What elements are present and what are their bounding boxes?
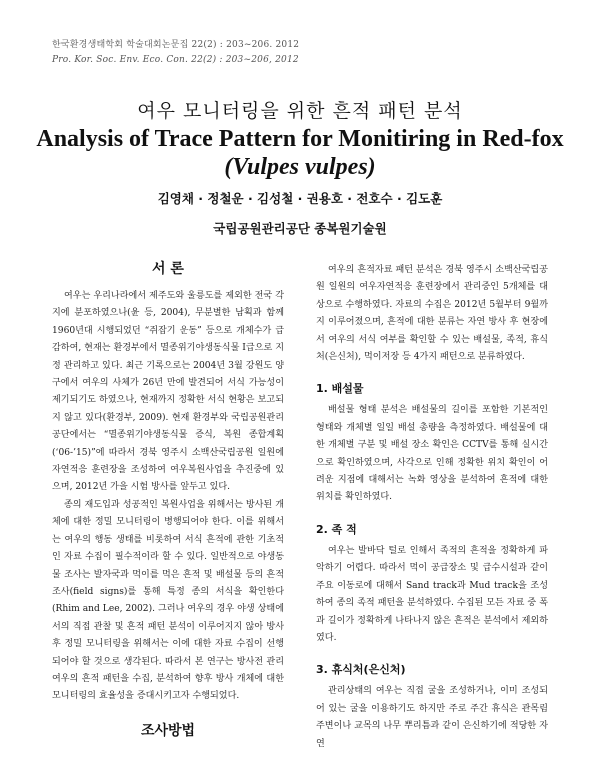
title-english-line1: Analysis of Trace Pattern for Monitiring in Red-fox bbox=[36, 126, 564, 152]
affiliation: 국립공원관리공단 종복원기술원 bbox=[213, 221, 387, 236]
journal-citation-english: Pro. Kor. Soc. Env. Eco. Con. 22(2) : 203~206, 2012 bbox=[52, 55, 299, 65]
journal-citation-korean: 한국환경생태학회 학술대회논문집 22(2) : 203~206. 2012 bbox=[52, 40, 300, 50]
title-scientific-name: (Vulpes vulpes) bbox=[224, 154, 376, 180]
intro-paragraph-1: 여우는 우리나라에서 제주도와 울릉도를 제외한 전국 각지에 분포하였으나(윤 등, 2004), 무분별한 남획과 함께 1960년대 시행되었던 “쥐잡기 운동” 등으로 개체수가 급감하여, 현재는 환경부에서 멸종위기야생동식물 Ⅰ급으로 지정 관리하고 있다. 최근 기록으로는 2004년 3월 강원도 양구에서 여우의 사체가 26년 만에 발견되어 서식 가능성이 제기되기도 하였으나, 현재까지 정확한 서식 현황은 보고되지 않고 있다(환경부, 2009). 현재 환경부와 국립공원관리공단에서는 “멸종위기야생동식물 증식, 복원 종합계획(‘06-’15)”에 따라서 경북 영주시 소백산국립공원 일원에 자연적응 훈련장을 조성하여 여우복원사업을 추진중에 있으며, 2012년 가을 시험 방사를 앞두고 있다. bbox=[52, 291, 284, 493]
subsection-heading-resting-place: 3. 휴식처(은신처) bbox=[316, 663, 406, 677]
footprint-paragraph: 여우는 발바닥 털로 인해서 족적의 흔적을 정확하게 파악하기 어렵다. 따라서 먹이 공급장소 및 급수시설과 같이 주요 이동로에 대해서 Sand track과 Mud track을 조성하여 종의 족적 패턴을 분석하였다. 수집된 모든 자료 중 폭과 길이가 정확하게 나타나지 않은 흔적은 분석에서 제외하였다. bbox=[316, 545, 548, 643]
title-korean: 여우 모니터링을 위한 흔적 패턴 분석 bbox=[137, 100, 463, 122]
section-heading-introduction: 서 론 bbox=[152, 261, 184, 277]
subsection-heading-feces: 1. 배설물 bbox=[316, 382, 364, 396]
resting-place-paragraph: 관리상태의 여우는 직접 굴을 조성하거나, 이미 조성되어 있는 굴을 이용하기도 하지만 주로 주간 휴식은 관목림 주변이나 교목의 나무 뿌리틈과 같이 은신하기에 적당한 자연 bbox=[316, 686, 548, 749]
intro-paragraph-2: 종의 재도입과 성공적인 복원사업을 위해서는 방사된 개체에 대한 정밀 모니터링이 병행되어야 한다. 이를 위해서는 여우의 행동 생태를 비롯하여 서식 흔적에 관한 기초적인 자료 수집이 필수적이라 할 수 있다. 일반적으로 야생동물 조사는 발자국과 먹이를 먹은 흔적 및 배설물 등의 흔적조사(field signs)를 통해 특정 종의 서식을 확인한다(Rhim and Lee, 2002). 그러나 여우의 경우 야생 상태에서의 직접 관찰 및 흔적 패턴 분석이 이루어지지 않아 방사 후 정밀 모니터링을 위해서는 이에 대한 자료 수집이 선행되어야 할 것으로 생각된다. 따라서 본 연구는 방사전 관리 여우의 흔적 패턴을 수집, 분석하여 향후 방사 개체에 대한 모니터링의 효율성을 증대시키고자 수행되었다. bbox=[52, 499, 284, 702]
methods-paragraph-intro: 여우의 흔적자료 패턴 분석은 경북 영주시 소백산국립공원 일원의 여우자연적응 훈련장에서 관리중인 5개체를 대상으로 수행하였다. 자료의 수집은 2012년 5월부터 9월까지 이루어졌으며, 흔적에 대한 분류는 자연 방사 후 현장에서 여우의 서식 여부를 확인할 수 있는 배설물, 족적, 휴식처(은신처), 먹이저장 등 4가지 패턴으로 분류하였다. bbox=[316, 265, 548, 363]
left-column bbox=[52, 258, 284, 740]
right-column bbox=[316, 262, 548, 753]
title-english bbox=[0, 125, 600, 181]
subsection-heading-footprint: 2. 족 적 bbox=[316, 522, 357, 536]
feces-paragraph: 배설물 형태 분석은 배설물의 길이를 포함한 기본적인 형태와 개체별 일일 배설 총량을 측정하였다. 배설물에 대한 개체별 구분 및 배설 장소 확인은 CCTV를 통해 실시간으로 확인하였으며, 사각으로 인해 정확한 위치 확인이 어려운 지점에 대해서는 녹화 영상을 분석하여 흔적에 대한 위치를 확인하였다. bbox=[316, 405, 548, 503]
section-heading-methods: 조사방법 bbox=[140, 722, 196, 739]
journal-header bbox=[52, 38, 299, 68]
author-list: 김영채 · 정철운 · 김성철 · 권용호 · 전호수 · 김도훈 bbox=[157, 191, 443, 206]
